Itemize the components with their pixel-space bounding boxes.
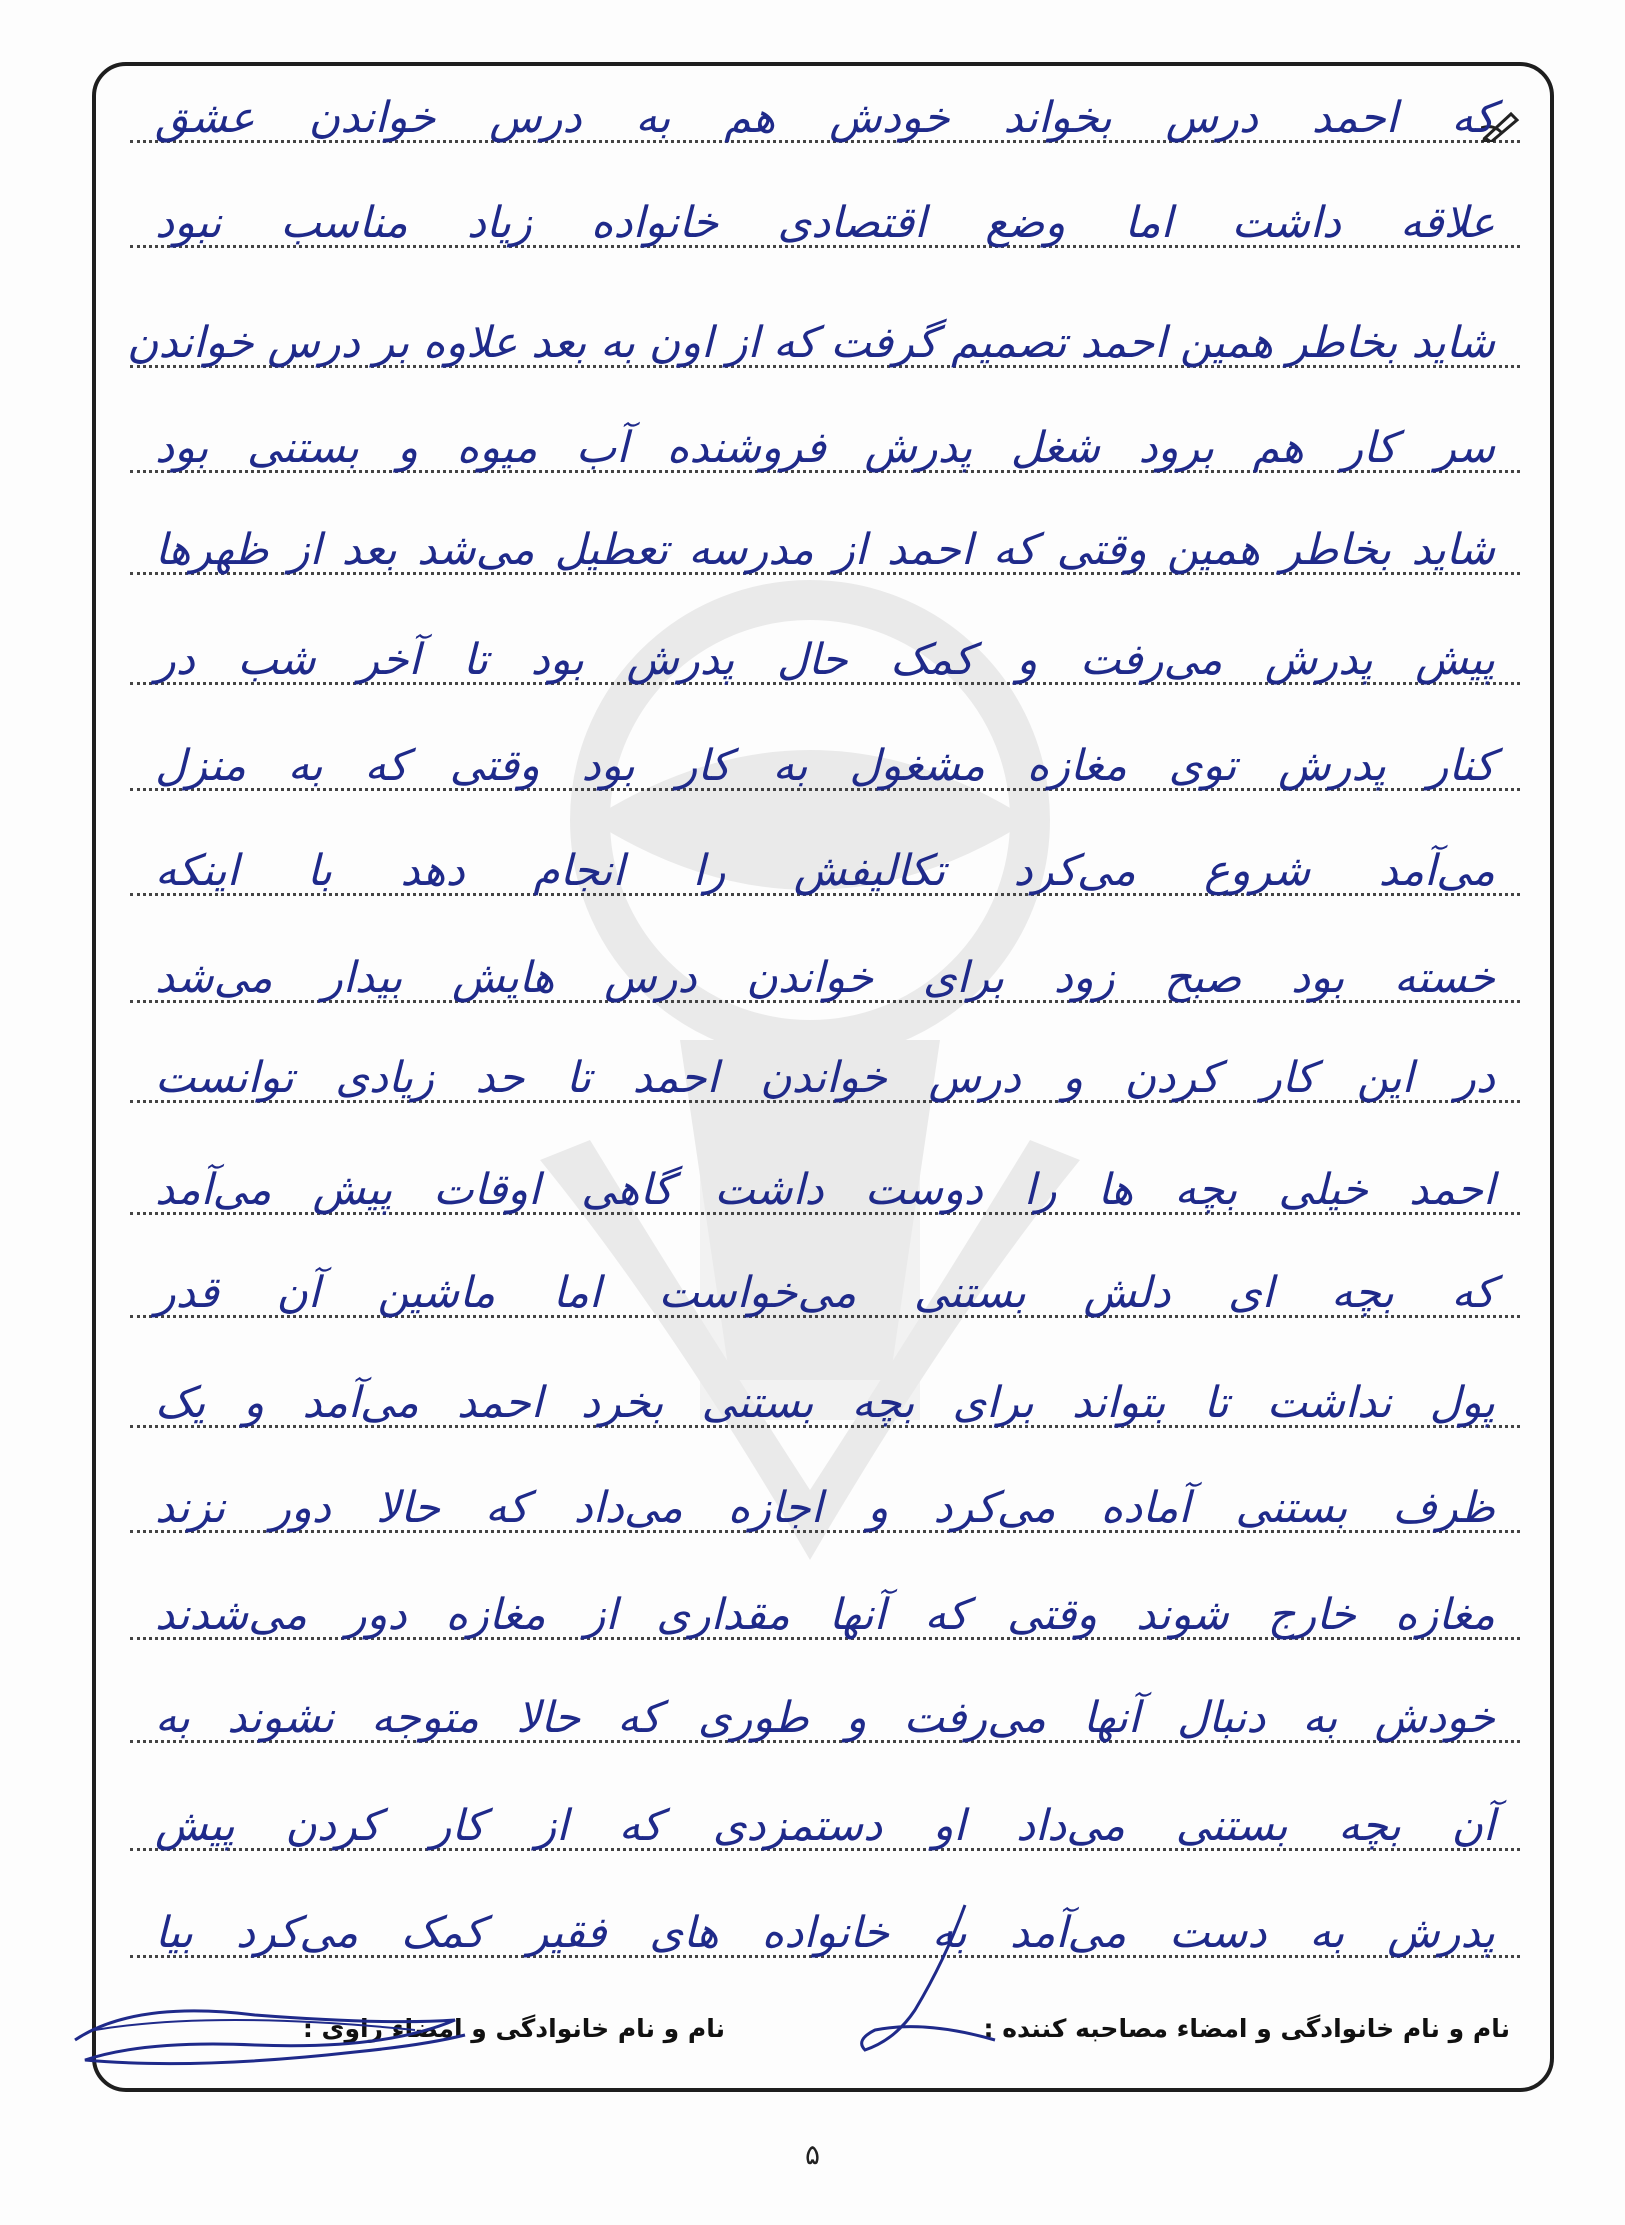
handwritten-line: ظرف بستنی آماده می‌کرد و اجازه می‌داد که حالا دور نزند — [155, 1483, 1495, 1533]
handwritten-line: پول نداشت تا بتواند برای بچه بستنی بخرد احمد می‌آمد و یک — [155, 1378, 1495, 1428]
handwritten-line: پدرش به دست می‌آمد به خانواده های فقیر کمک می‌کرد بیا — [155, 1908, 1495, 1958]
handwritten-line: کنار پدرش توی مغازه مشغول به کار بود وقتی که به منزل — [155, 741, 1495, 791]
handwritten-line: مغازه خارج شوند وقتی که آنها مقداری از مغازه دور می‌شدند — [155, 1590, 1495, 1640]
handwritten-line: احمد خیلی بچه ها را دوست داشت گاهی اوقات پیش می‌آمد — [155, 1165, 1495, 1215]
narrator-signature-label: نام و نام خانوادگی و امضاء راوی : — [302, 2014, 725, 2043]
handwritten-line: در این کار کردن و درس خواندن احمد تا حد زیادی توانست — [155, 1053, 1495, 1103]
handwritten-line: که احمد درس بخواند خودش هم به درس خواندن عشق — [155, 93, 1495, 143]
narrator-signature — [55, 1990, 475, 2080]
page-number: ۵ — [804, 2138, 821, 2171]
handwritten-line: خودش به دنبال آنها می‌رفت و طوری که حالا متوجه نشوند به — [155, 1693, 1495, 1743]
handwritten-line: آن بچه بستنی می‌داد او دستمزدی که از کار کردن پیش — [155, 1801, 1495, 1851]
handwritten-line: شاید بخاطر همین احمد تصمیم گرفت که از اون به بعد علاوه بر درس خواندن — [126, 318, 1495, 368]
handwritten-line: علاقه داشت اما وضع اقتصادی خانواده زیاد مناسب نبود — [155, 198, 1495, 248]
handwritten-line: پیش پدرش می‌رفت و کمک حال پدرش بود تا آخر شب در — [155, 635, 1495, 685]
interviewer-signature-label: نام و نام خانوادگی و امضاء مصاحبه کننده : — [983, 2014, 1510, 2043]
handwritten-line: شاید بخاطر همین وقتی که احمد از مدرسه تعطیل می‌شد بعد از ظهرها — [155, 525, 1495, 575]
handwritten-line: سر کار هم برود شغل پدرش فروشنده آب میوه و بستنی بود — [155, 423, 1495, 473]
handwritten-line: می‌آمد شروع می‌کرد تکالیفش را انجام دهد با اینکه — [155, 846, 1495, 896]
handwritten-line: خسته بود صبح زود برای خواندن درس هایش بیدار می‌شد — [155, 953, 1495, 1003]
handwritten-line: که بچه ای دلش بستنی می‌خواست اما ماشین آن قدر — [155, 1268, 1495, 1318]
interviewer-signature — [845, 1900, 1015, 2060]
